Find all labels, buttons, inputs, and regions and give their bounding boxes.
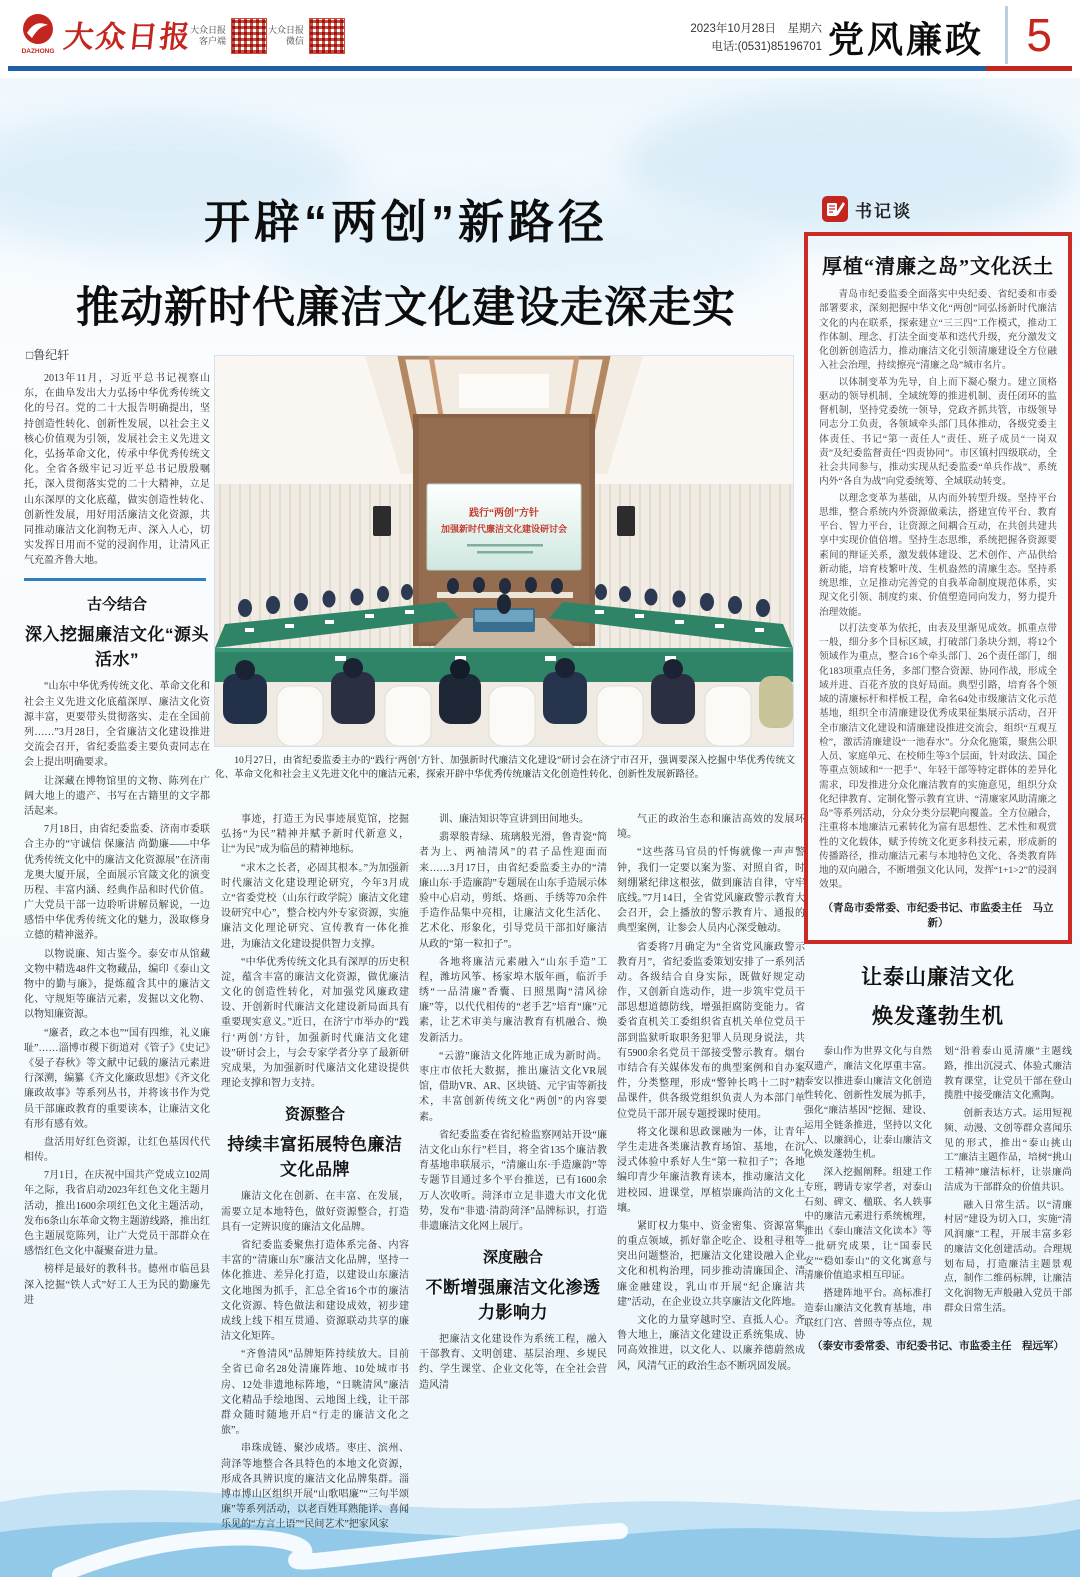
page-header [0,0,1080,78]
qr-client-group [190,18,267,54]
paragraph: 深入挖掘阐释。组建工作专班，聘请专家学者，对泰山石刻、碑文、楹联、名人轶事中的廉洁元素进行系统梳理，推出《泰山廉洁文化读本》等一批研究成果，让“国泰民安”“稳如泰山”的文化寓意与清廉价值追求相互印证。 [804,1167,932,1282]
column-2 [221,812,409,1570]
header-rule-red [986,66,1072,71]
paragraph: 将文化课和思政课融为一体，让青年学生走进各类廉洁教育场馆、基地，在沉浸式体验中系好人生“第一粒扣子”；各地编印青少年廉洁教育读本，推动廉洁文化进校园、进课堂，厚植崇廉尚洁的文化土壤。 [617,1126,805,1214]
qr-code-wechat [309,18,345,54]
paragraph: 青岛市纪委监委全面落实中央纪委、省纪委和市委部署要求，深刻把握中华文化“两创”同弘扬新时代廉洁文化的内在联系，探索建立“三三四”工作模式，推动工作体制、理念、打法全面变革和迭代升级，充分激发文化创新创造活力，推动廉洁文化引领清廉建设全方位融入社会治理，持续擦亮“清廉之岛”城市名片。 [819,289,1057,372]
paragraph: 融入日常生活。以“清廉村居”建设为切入口，实施“清风润廉”工程，开展丰富多彩的廉洁文化创建活动。合理规划布局，打造廉洁主题景观点，制作二维码标牌，让廉洁文化润物无声般融入党员干部群众日常生活。 [944,1199,1072,1314]
paragraph: “廉者，政之本也”“国有四维，礼义廉耻”……淄博市稷下街道对《管子》《史记》《晏子春秋》等文献中记载的廉洁元素进行深溯，编纂《齐文化廉政思想》《齐文化廉政故事》等系列丛书，并将该书作为党员干部廉政教育的重要读本，让廉洁文化有形有感有效。 [24,1027,210,1130]
section-title: 党风廉政 [827,19,984,60]
column-1 [24,346,210,1558]
qr-wechat-label: 大众日报 微信 [268,24,305,46]
paragraph: 省纪委监委聚焦打造体系完备、内容丰富的“清廉山东”廉洁文化品牌，坚持一体化推进、差异化打造，以建设山东廉洁文化地图为抓手，汇总全省16个市的廉洁文化资源、特色做法和建设成效，初步建成线上线下相互贯通、资源联动共享的廉洁文化矩阵。 [221,1239,409,1343]
paragraph: 把廉洁文化建设作为系统工程，融入干部教育、文明创建、基层治理、乡规民约、学生课堂、企业文化等，在全社会营造风清 [419,1334,607,1391]
section-kicker-2: 资源整合 [284,1106,345,1124]
paragraph: 省委将7月确定为“全省党风廉政警示教育月”，省纪委监委策划安排了一系列活动。各级结合自身实际，既做好规定动作，又创新自选动作，进一步筑牢党员干部思想道德防线，增强拒腐防变能力。省委省直机关工委组织省直机关单位党员干部到监狱听取职务犯罪人员现身说法，共有5900余名党员干部接受警示教育。烟台市结合有关媒体发布的典型案例和自办案件，分类整理，形成“警钟长鸣十二时”精品课件，供各级党组织负责人为本部门单位党员干部开展专题授课时使用。 [617,941,805,1120]
paragraph: “中华优秀传统文化具有深厚的历史积淀，蕴含丰富的廉洁文化资源，做优廉洁文化的创造性转化，对加强党风廉政建设、开创新时代廉洁文化建设新局面具有重要现实意义。”近日，在济宁市举办的“践行‘两创’方针，加强新时代廉洁文化建设”研讨会上，与会专家学者分享了最新研究成果，为加强新时代廉洁文化建设提供理论支撑和智力支持。 [221,956,409,1090]
divider-rule [24,578,206,581]
taishan-article-body [804,1045,1072,1331]
paragraph: 串珠成链、聚沙成塔。枣庄、滨州、菏泽等地整合各具特色的本地文化资源，形成各具辨识度的廉洁文化品牌集群。淄博市博山区组织开展“山歌唱廉”“三句半颂廉”等系列活动，以老百姓耳熟能详、喜闻乐见的“方言土语”“民间艺术”把家风家 [221,1443,409,1531]
taishan-article [804,958,1072,1354]
headline-line2: 推动新时代廉洁文化建设走深走实 [76,284,736,332]
secretary-talk-badge [822,196,1072,222]
paragraph: 翡翠般青绿、琉璃般光滑，鲁青瓷“简者为上、两袖清风”的君子品性迎面而来……3月17日，由省纪委监委主办的“清廉山东·手造廉韵”专题展在山东手造展示体验中心启动，剪纸、烙画、手绣等70余件手造作品集中亮相，让廉洁文化生活化、艺术化、形象化，引导党员干部扣好廉洁从政的“第一粒扣子”。 [419,832,607,950]
paragraph: 省纪委监委在省纪检监察网站开设“廉洁文化山东行”栏目，将全省135个廉洁教育基地串联展示，“清廉山东·手造廉韵”等专题节目通过多个平台推送，已有1600余万人次收听。菏泽市立足非遗大市文化优势，发布“非遗·清韵菏泽”品牌标识，打造非遗廉洁文化网上展厅。 [419,1129,607,1232]
newspaper-name: 大众日报 [61,21,194,54]
conference-photo [215,356,793,746]
paragraph: 盘活用好红色资源，让红色基因代代相传。 [24,1136,210,1164]
section-kicker-3: 深度融合 [482,1249,543,1267]
taishan-article-title: 让泰山廉洁文化 焕发蓬勃生机 [861,964,1015,1029]
byline: □鲁纪轩 [26,348,70,362]
paragraph: 廉洁文化在创新、在丰富、在发展，需要立足本地特色，做好资源整合，打造具有一定辨识度的廉洁文化品牌。 [221,1191,409,1233]
paragraph: “云游”廉洁文化阵地正成为新时尚。枣庄市依托大数据，推出廉洁文化VR展馆，借助VR、AR、区块链、元宇宙等新技术，丰富创新传统文化“两创”的内容要素。 [419,1050,607,1123]
masthead [18,12,192,56]
sidebar [804,196,1072,1353]
caption-text: 10月27日，由省纪委监委主办的“践行‘两创’方针、加强新时代廉洁文化建设”研讨会在济宁市召开，强调要深入挖掘中华优秀传统文化、革命文化和社会主义先进文化中的廉洁元素，探索开辟中华优秀传统廉洁文化创造性转化、创新性发展新路径。 [215,755,795,781]
paragraph: 以理念变革为基础，从内而外转型升级。坚持平台思维，整合系统内外资源做乘法，搭建宣传平台、教育平台、智力平台，让资源之间耦合互动，在共创共建共享中实现价值倍增。坚持生态思维，系统把握各资源要素间的辩证关系，激发载体建设、艺术创作、产品供给新动能，培育枝繁叶茂、生机盎然的清廉生态。坚持系统思维，立足推动完善党的自我革命制度规范体系，实现文化引领、制度约束、价值塑造同向发力，努力提升治理效能。 [819,492,1057,618]
headline-line1: 开辟“两创”新路径 [204,196,608,248]
paragraph: 搭建阵地平台。高标准打造泰山廉洁文化教育基地，串联红门宫、普照寺等点位，规划“沿着泰山觅清廉”主题线路，推出沉浸式、体验式廉洁教育课堂，让党员干部在登山揽胜中接受廉洁文化熏陶。 [804,1046,1072,1329]
conference-photo-art [215,356,793,746]
paragraph: “齐鲁清风”品牌矩阵持续放大。目前全省已命名28处清廉阵地、10处城市书房、12处非遗地标阵地，“日眺清风”廉洁文化精品手绘地图、云地图上线，让干部群众随时随地开启“行走的廉洁文化之旅”。 [221,1349,409,1437]
paragraph: “这些落马官员的忏悔就像一声声警钟，我们一定要以案为鉴、对照自省，时刻绷紧纪律这根弦，做到廉洁自律，守牢底线。”7月14日，全省党风廉政警示教育大会召开，会上播放的警示教育片、通报的典型案例，让参会人员内心深受触动。 [617,847,805,935]
paragraph: 气正的政治生态和廉洁高效的发展环境。 [617,814,805,841]
header-rule-blue [8,66,986,71]
paragraph: 7月1日，在庆祝中国共产党成立102周年之际，我省启动2023年红色文化主题月活动，推出1600余项红色文化主题活动，发布6条山东革命文物主题游线路，推出红色主题展览陈列，让广大党员干部群众在感悟红色文化中凝聚奋进力量。 [24,1170,210,1258]
section-title-3: 不断增强廉洁文化渗透力影响力 [425,1278,601,1323]
paragraph: 以物说廉、知古鉴今。泰安市从馆藏文物中精选48件文物藏品，编印《泰山文物中的勤与廉》，提炼蕴含其中的廉洁文化、守规矩等廉洁元素，发掘以文化物、以物知廉资源。 [24,948,210,1021]
secretary-talk-label: 书记谈 [855,201,912,221]
section-title-1: 深入挖掘廉洁文化“源头活水” [25,625,209,670]
paragraph: 各地将廉洁元素融入“山东手造”工程，潍坊风筝、杨家埠木版年画，临沂手绣“一品清廉”香囊、日照黑陶“清风徐廉”等，以代代相传的“老手艺”培育“廉”元素，让艺术审美与廉洁教育有机融合、焕发新活力。 [419,956,607,1044]
photo-caption [215,754,795,783]
qr-code-client [231,18,267,54]
paragraph: 事迹，打造王为民事迹展览馆，挖掘弘扬“为民”精神并赋予新时代新意义，让“为民”成为临邑的精神地标。 [221,814,409,856]
paragraph: 创新表达方式。运用短视频、动漫、文创等群众喜闻乐见的形式，推出“泰山挑山工”廉洁主题作品，培树“挑山工精神”廉洁标杆，让崇廉尚洁成为干部群众的价值共识。 [944,1108,1072,1193]
date-block [690,20,822,57]
column-4 [617,812,805,1570]
screen-text-line2: 加强新时代廉洁文化建设研讨会 [440,524,568,534]
screen-text-line1: 践行“两创”方针 [469,508,539,519]
dazhong-logo-icon [18,12,58,56]
phone-text: 电话:(0531)85196701 [711,41,822,54]
featured-article-box [804,232,1072,944]
paragraph: 榜样是最好的教科书。德州市临邑县深入挖掘“铁人式”好工人王为民的勤廉先进 [24,1264,210,1306]
paragraph: “求木之长者，必固其根本。”为加强新时代廉洁文化建设理论研究，今年3月成立“省委党校（山东行政学院）廉洁文化建设研究中心”，整合校内外专家资源，实施廉洁文化理论研究、宣传教育一体化推进，为廉洁文化建设提供智力支撑。 [221,862,409,950]
lead-paragraph: 2013年11月，习近平总书记视察山东，在曲阜发出大力弘扬中华优秀传统文化的号召。党的二十大报告明确提出，坚持创造性转化、创新性发展，以社会主义核心价值观为引领，发展社会主义先进文化，弘扬革命文化，传承中华优秀传统文化。全省各级牢记习近平总书记殷殷嘱托，深入贯彻落实党的二十大精神，立足山东深厚的文化底蕴，做实创造性转化、创新性发展，用好用活廉洁文化资源，共同推动廉洁文化润物无声、深入人心，切实发挥日用而不觉的浸润作用，让清风正气充盈齐鲁大地。 [24,373,210,567]
date-text: 2023年10月28日 星期六 [690,23,822,35]
svg-text:DAZHONG: DAZHONG [21,48,55,55]
page-number: 5 [1005,6,1052,64]
section-kicker-1: 古今结合 [86,596,147,614]
taishan-article-signature: （泰安市委常委、市纪委书记、市监委主任 程远军） [812,1341,1064,1353]
qr-client-label: 大众日报 客户端 [190,24,227,46]
paragraph: 训、廉洁知识等宣讲到田间地头。 [439,814,589,825]
column-3 [419,812,607,1570]
section-title-2: 持续丰富拓展特色廉洁文化品牌 [227,1135,403,1180]
paragraph: 紧盯权力集中、资金密集、资源富集的重点领域，抓好靠企吃企、设租寻租等突出问题整治，把廉洁文化建设融入企业文化和机构治理，同步推动清廉国企、清廉金融建设，乳山市开展“纪企廉洁共建”活动，在企业设立共享廉洁文化阵地。 [617,1220,805,1308]
paragraph: 以打法变革为依托，由表及里渐见成效。抓重点带一般，细分多个目标区域，打破部门条块分割，将12个领域作为重点，整合16个牵头部门、26个责任部门，细化183项重点任务，多部门整合资源、协同作战，形成全域并进、百花齐放的良好局面。典型引路，培育各个领域的清廉标杆和样板工程，命名64处市级廉洁文化示范基地，组织全市清廉建设优秀成果征集展示活动，召开全市廉洁文化建设和清廉建设推进交流会，组织“互观互检”，激活清廉建设“一池春水”。分众化施策，聚焦公职人员、家庭单元、在校师生等3个层面，针对政法、国企等重点领域和“一把手”、年轻干部等特定群体的差异化需求，印发推进分众化廉洁教育的实施意见，组织分众化纪律教育、定制化警示教育宣讲、“清廉家风助清廉之岛”等系列活动，分众分类分层靶向覆盖。全方位融合，注重将本地廉洁元素转化为富有思想性、艺术性和观赏性的文化载体，赋予传统文化更多科技元素，形成新的传播路径，推动廉洁元素与本地特色文化、各类教育阵地的双向融合，不断增强文化认同，发挥“1+1>2”的浸润效果。 [819,622,1057,891]
featured-article-signature: （青岛市委常委、市纪委书记、市监委主任 马立新） [822,902,1054,929]
book-pen-icon [822,196,848,222]
qr-wechat-group [268,18,345,54]
paragraph: 文化的力量穿越时空、直抵人心。齐鲁大地上，廉洁文化建设正系统集成、协同高效推进，以文化人、以廉养德蔚然成风，风清气正的政治生态不断巩固发展。 [617,1315,805,1372]
paragraph: 7月18日，由省纪委监委、济南市委联合主办的“守诚信 保廉洁 尚勤廉——中华优秀传统文化中的廉洁文化资源展”在济南龙奥大厦开展，全面展示官箴文化的演变历程、丰富内涵、经典作品和时代价值。广大党员干部一边聆听讲解员解说，一边感悟中华优秀传统文化的魅力，汲取修身立德的精神滋养。 [24,824,210,942]
paragraph: “山东中华优秀传统文化、革命文化和社会主义先进文化底蕴深厚、廉洁文化资源丰富，更要带头贯彻落实、走在全国前列……”3月28日，全省廉洁文化建设推进交流会召开，省纪委监委主要负责同志在会上提出明确要求。 [24,681,210,769]
paragraph: 以体制变革为先导，自上而下凝心聚力。建立顶格驱动的领导机制、全域统筹的推进机制、责任闭环的监督机制，坚持党委统一领导，党政齐抓共管，市级领导同志分工负责，各领域牵头部门具体推动，各级党委主体责任、书记“第一责任人”责任、班子成员“一岗双责”及纪委监督责任“四责协同”。市区镇村四级联动，全社会共同参与，推动实现从纪委监委“单兵作战”、系统内外“各自为战”向党委统筹、全域联动转变。 [819,376,1057,488]
paragraph: 泰山作为世界文化与自然双遗产，廉洁文化厚重丰富。泰安以推进泰山廉洁文化创造性转化、创新性发展为抓手，强化“廉洁基因”挖掘、建设、运用全链条推进，坚持以文化人、以廉润心，让泰山廉洁文化焕发蓬勃生机。 [804,1046,932,1161]
main-headline [30,186,782,335]
featured-article-title: 厚植“清廉之岛”文化沃土 [822,256,1054,278]
paragraph: 让深藏在博物馆里的文物、陈列在广阔大地上的遗产、书写在古籍里的文字都活起来。 [24,775,210,817]
